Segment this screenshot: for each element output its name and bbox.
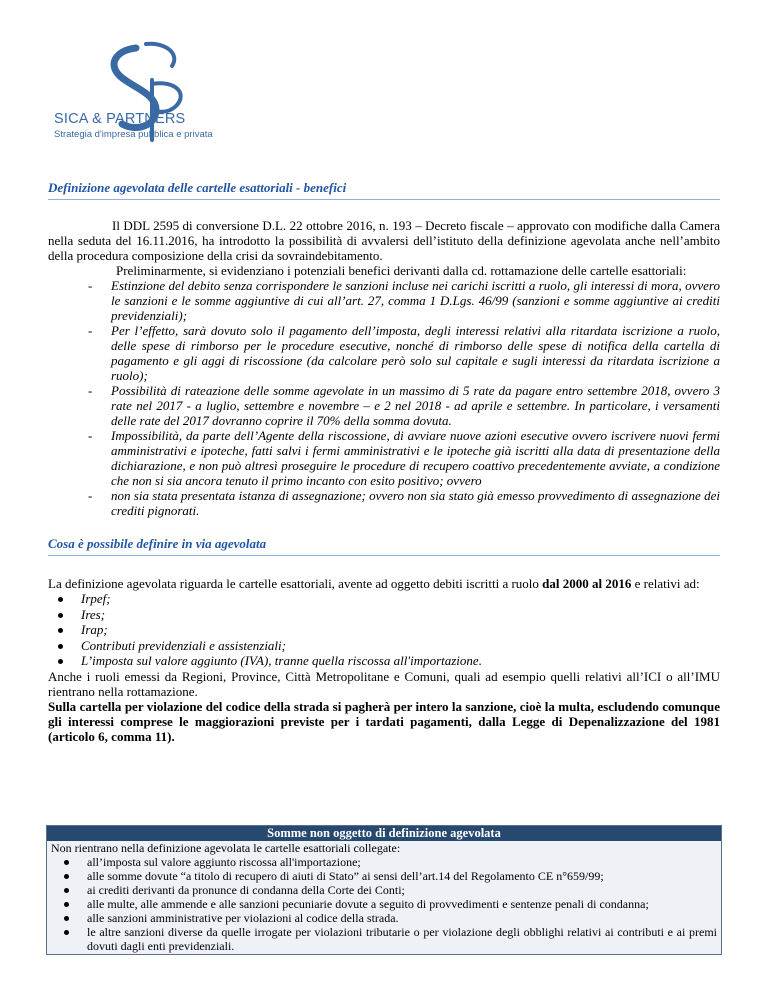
list-item: ai crediti derivanti da pronunce di condanna della Corte dei Conti; (51, 883, 717, 897)
roles-paragraph: Anche i ruoli emessi da Regioni, Province, Città Metropolitane e Comuni, quali ad esempio quelli relativi all’ICI o all’IMU rientrano nella rottamazione. (48, 668, 720, 699)
list-item: alle sanzioni amministrative per violazioni al codice della strada. (51, 911, 717, 925)
list-item: Irpef; (48, 591, 720, 607)
list-item: - Estinzione del debito senza corrispondere le sanzioni incluse nei carichi iscritti a ruolo, gli interessi di mora, ovvero le sanzioni e le somme aggiuntive di cui all’art. 27, comma 1 D.Lgs. 46/99 (sanzioni e somme aggiuntive ai crediti previdenziali); (88, 278, 720, 323)
excluded-list (51, 855, 717, 953)
section-heading-definable: Cosa è possibile definire in via agevolata (48, 536, 720, 556)
list-item: - non sia stata presentata istanza di assegnazione; ovvero non sia stato già emesso provvedimento di assegnazione dei crediti pignorati. (88, 488, 720, 518)
benefits-paragraph: Preliminarmente, si evidenziano i potenziali benefici derivanti dalla cd. rottamazione delle cartelle esattoriali: (116, 263, 687, 278)
definable-intro: La definizione agevolata riguarda le cartelle esattoriali, avente ad oggetto debiti iscritti a ruolo dal 2000 al 2016 e relativi ad: (48, 576, 700, 591)
list-item: le altre sanzioni diverse da quelle irrogate per violazioni tributarie o per violazione degli obblighi relativi ai contributi e ai premi dovuti dagli enti previdenziali. (51, 925, 717, 953)
box-title: Somme non oggetto di definizione agevolata (47, 826, 721, 841)
benefits-list (48, 278, 720, 518)
logo-tagline: Strategia d'impresa pubblica e privata (54, 129, 213, 140)
excluded-sums-box (46, 825, 722, 955)
tax-list (48, 591, 720, 669)
list-item: alle somme dovute “a titolo di recupero di aiuti di Stato” ai sensi dell’art.14 del Regolamento CE n°659/99; (51, 869, 717, 883)
traffic-fine-paragraph: Sulla cartella per violazione del codice della strada si pagherà per intero la sanzione, cioè la multa, escludendo comunque gli interessi comprese le maggiorazioni previste per i tardati pagamenti, dalla Legge di Depenalizzazione del 1981 (articolo 6, comma 11). (48, 698, 720, 744)
list-item: L’imposta sul valore aggiunto (IVA), tranne quella riscossa all'importazione. (48, 653, 720, 669)
list-item: all’imposta sul valore aggiunto riscossa all'importazione; (51, 855, 717, 869)
section-benefits (48, 180, 720, 518)
section-heading-benefits: Definizione agevolata delle cartelle esattoriali - benefici (48, 180, 720, 200)
logo-text (54, 111, 213, 141)
list-item: - Impossibilità, da parte dell’Agente della riscossione, di avviare nuove azioni esecutive ovvero iscrivere nuovi fermi amministrativi e ipoteche, fatti salvi i fermi amministrativi e le ipoteche già iscritti alla data di presentazione della dichiarazione, e non può altresì proseguire le procedure di recupero coattivo precedentemente avviate, a condizione che non si sia ancora tenuto il primo incanto con esito positivo; ovvero (88, 428, 720, 488)
list-item: Irap; (48, 622, 720, 638)
list-item: Ires; (48, 607, 720, 623)
list-item: - Per l’effetto, sarà dovuto solo il pagamento dell’imposta, degli interessi relativi alla ritardata iscrizione a ruolo, delle spese di rimborso per le procedure esecutive, nonché di rimborso delle spese di notifica della cartella di pagamento e gli aggi di riscossione (da calcolare però solo sul capitale e sugli interessi da ritardata iscrizione a ruolo); (88, 323, 720, 383)
intro-paragraph: Il DDL 2595 di conversione D.L. 22 ottobre 2016, n. 193 – Decreto fiscale – approvato con modifiche dalla Camera nella seduta del 16.11.2016, ha introdotto la possibilità di avvalersi dell’istituto della definizione agevolata anche nell’ambito della procedura composizione della crisi da sovraindebitamento. (48, 218, 720, 263)
box-intro: Non rientrano nella definizione agevolata le cartelle esattoriali collegate: (51, 841, 401, 855)
list-item: alle multe, alle ammende e alle sanzioni pecuniarie dovute a seguito di provvedimenti e sentenze penali di condanna; (51, 897, 717, 911)
section-definable (48, 536, 720, 744)
logo-company-name: SICA & PARTNERS (54, 111, 186, 127)
list-item: Contributi previdenziali e assistenziali; (48, 638, 720, 654)
list-item: - Possibilità di rateazione delle somme agevolate in un massimo di 5 rate da pagare entro settembre 2018, ovvero 3 rate nel 2017 - a luglio, settembre e novembre – e 2 nel 2018 - ad aprile e settembre. In particolare, i versamenti delle rate del 2017 dovranno coprire il 70% della somma dovuta. (88, 383, 720, 428)
box-body (47, 841, 721, 954)
